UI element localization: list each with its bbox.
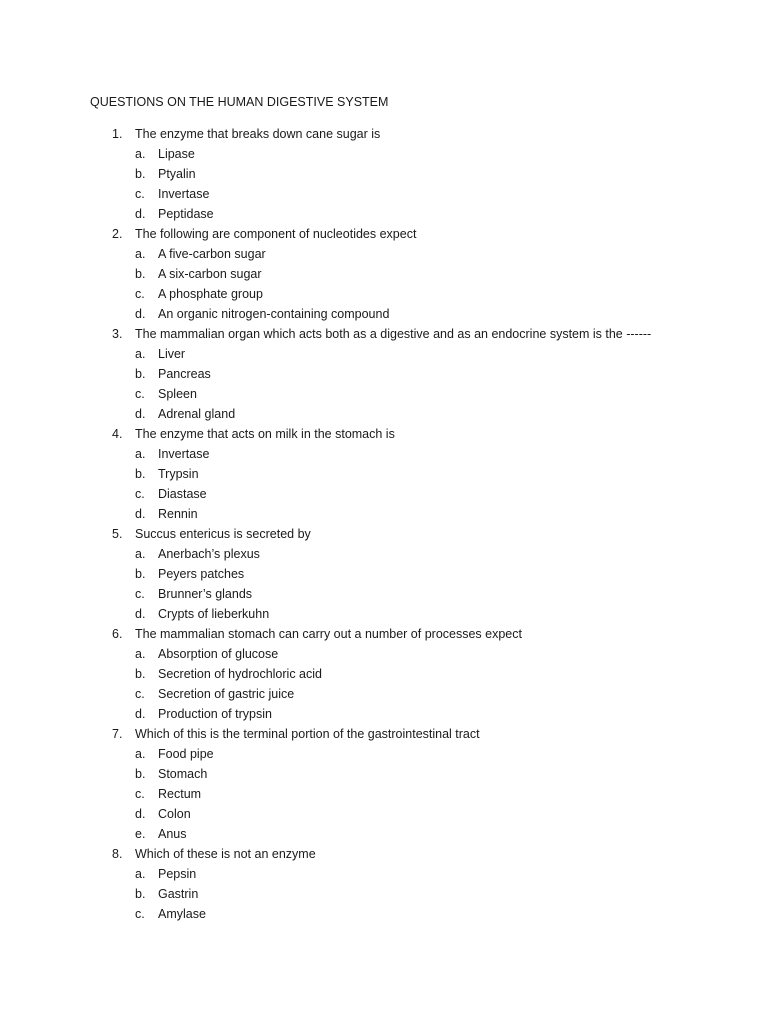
option-text: Peptidase [158,207,214,221]
option-text: Crypts of lieberkuhn [158,607,270,621]
option-letter: b. [135,367,146,381]
option-text: Rectum [158,787,202,801]
option-text: Absorption of glucose [158,647,279,661]
option-row [0,384,768,404]
question-text: The enzyme that acts on milk in the stomach is [135,427,395,441]
option-letter: d. [135,307,146,321]
option-row [0,824,768,844]
option-row [0,284,768,304]
option-row [0,884,768,904]
option-row [0,564,768,584]
option-text: Pepsin [158,867,197,881]
question-number: 3. [112,327,123,341]
document-title: QUESTIONS ON THE HUMAN DIGESTIVE SYSTEM [90,95,389,109]
option-row [0,144,768,164]
option-letter: b. [135,567,146,581]
question-number: 5. [112,527,123,541]
option-letter: c. [135,787,145,801]
option-letter: b. [135,467,146,481]
option-row [0,904,768,924]
option-text: Peyers patches [158,567,245,581]
option-text: Amylase [158,907,206,921]
option-letter: a. [135,547,146,561]
option-row [0,744,768,764]
option-text: Rennin [158,507,198,521]
question-6 [0,624,768,644]
option-letter: d. [135,207,146,221]
option-row [0,204,768,224]
option-letter: e. [135,827,146,841]
option-text: A five-carbon sugar [158,247,266,261]
option-row [0,684,768,704]
option-row [0,364,768,384]
question-text: The enzyme that breaks down cane sugar is [135,127,381,141]
option-row [0,404,768,424]
question-text: The mammalian organ which acts both as a digestive and as an endocrine system is the ------ [135,327,652,341]
option-row [0,264,768,284]
option-letter: a. [135,647,146,661]
question-5 [0,524,768,544]
option-row [0,704,768,724]
question-number: 4. [112,427,123,441]
option-letter: c. [135,187,145,201]
question-number: 8. [112,847,123,861]
option-text: Ptyalin [158,167,196,181]
option-letter: b. [135,267,146,281]
option-text: Colon [158,807,191,821]
question-number: 7. [112,727,123,741]
option-letter: d. [135,607,146,621]
option-letter: a. [135,447,146,461]
option-letter: c. [135,387,145,401]
option-text: Invertase [158,187,210,201]
option-row [0,304,768,324]
option-row [0,444,768,464]
option-letter: c. [135,487,145,501]
option-row [0,344,768,364]
option-text: Anus [158,827,187,841]
option-text: Secretion of gastric juice [158,687,295,701]
option-text: Spleen [158,387,197,401]
option-row [0,504,768,524]
option-letter: b. [135,167,146,181]
option-letter: b. [135,667,146,681]
option-row [0,784,768,804]
option-text: Production of trypsin [158,707,272,721]
option-row [0,644,768,664]
option-text: Lipase [158,147,195,161]
question-text: Which of this is the terminal portion of the gastrointestinal tract [135,727,480,741]
option-letter: d. [135,507,146,521]
question-number: 2. [112,227,123,241]
option-text: A phosphate group [158,287,263,301]
option-text: Brunner’s glands [158,587,253,601]
option-row [0,764,768,784]
option-letter: a. [135,867,146,881]
option-text: Adrenal gland [158,407,236,421]
option-text: A six-carbon sugar [158,267,262,281]
option-letter: a. [135,147,146,161]
option-letter: b. [135,887,146,901]
option-letter: d. [135,407,146,421]
option-row [0,604,768,624]
option-row [0,584,768,604]
option-letter: d. [135,707,146,721]
option-text: An organic nitrogen-containing compound [158,307,390,321]
option-row [0,184,768,204]
question-8 [0,844,768,864]
option-text: Diastase [158,487,207,501]
option-letter: c. [135,687,145,701]
question-7 [0,724,768,744]
question-number: 1. [112,127,123,141]
question-1 [0,124,768,144]
option-text: Anerbach’s plexus [158,547,260,561]
option-row [0,244,768,264]
option-letter: a. [135,247,146,261]
question-text: Succus entericus is secreted by [135,527,311,541]
question-4 [0,424,768,444]
option-text: Secretion of hydrochloric acid [158,667,322,681]
option-text: Liver [158,347,186,361]
option-text: Food pipe [158,747,214,761]
question-number: 6. [112,627,123,641]
option-text: Stomach [158,767,208,781]
question-text: Which of these is not an enzyme [135,847,316,861]
question-list [0,124,768,924]
option-letter: c. [135,907,145,921]
option-letter: a. [135,347,146,361]
option-row [0,544,768,564]
option-letter: c. [135,587,145,601]
option-text: Gastrin [158,887,199,901]
option-text: Trypsin [158,467,199,481]
option-row [0,664,768,684]
option-row [0,464,768,484]
option-row [0,804,768,824]
question-text: The following are component of nucleotides expect [135,227,417,241]
option-row [0,864,768,884]
option-letter: a. [135,747,146,761]
question-3 [0,324,768,344]
option-row [0,484,768,504]
question-text: The mammalian stomach can carry out a number of processes expect [135,627,522,641]
option-text: Pancreas [158,367,211,381]
option-letter: d. [135,807,146,821]
question-2 [0,224,768,244]
option-row [0,164,768,184]
option-letter: c. [135,287,145,301]
option-text: Invertase [158,447,210,461]
option-letter: b. [135,767,146,781]
